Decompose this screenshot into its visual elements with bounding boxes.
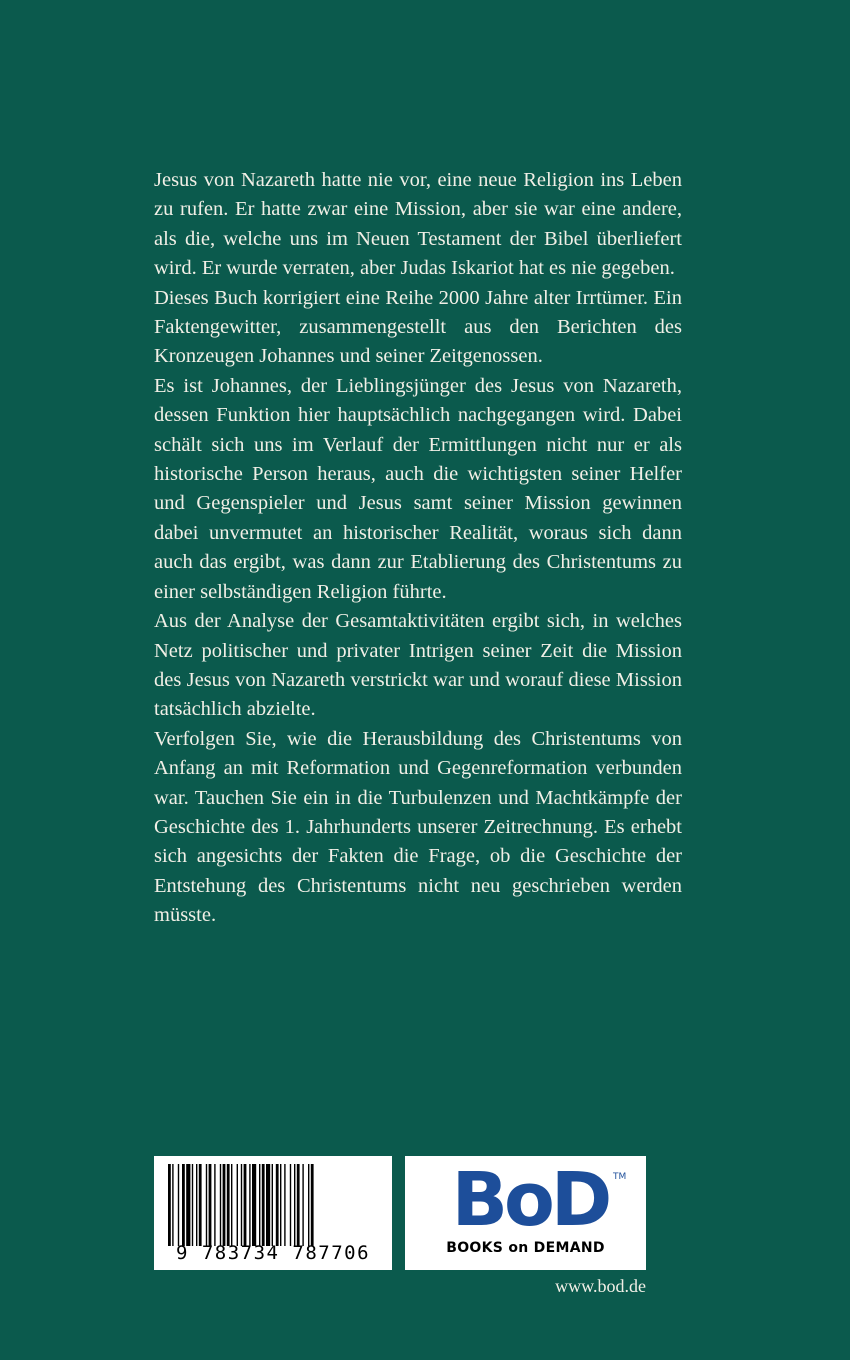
publisher-url: www.bod.de [555, 1276, 646, 1296]
barcode-bar [196, 1164, 197, 1246]
barcode-bar [262, 1164, 265, 1246]
blurb-paragraph: Es ist Johannes, der Lieblingsjünger des Jesus von Nazareth, dessen Funktion hier hauptsächlich nachgegangen wird. Dabei schält sich uns im Verlauf der Ermittlungen nicht nur er als historische Person heraus, auch die wichtigsten seiner Helfer und Gegenspieler und Jesus samt seiner Mission gewinnen dabei unvermutet an historischer Realität, woraus sich dann auch das ergibt, was dann zur Etablierung des Christentums zu einer selbständigen Religion führte. [154, 374, 682, 603]
blurb-paragraph: Verfolgen Sie, wie die Herausbildung des Christentums von Anfang an mit Reformation und Gegenreformation verbunden war. Tauchen Sie ein in die Turbulenzen und Machtkämpfe der Geschichte des 1. Jahrhunderts unserer Zeitrechnung. Es erhebt sich angesichts der Fakten die Frage, ob die Geschichte der Entstehung des Christentums nicht neu geschrieben werden müsste. [154, 727, 682, 927]
trademark-mark: TM [613, 1172, 627, 1182]
barcode-bar [186, 1164, 190, 1246]
blurb-text [154, 166, 682, 931]
isbn-digits: 9 783734 787706 [175, 1242, 371, 1264]
barcode-bar [223, 1164, 226, 1246]
publisher-tagline: BOOKS on DEMAND [446, 1240, 605, 1256]
barcode-bar [294, 1164, 295, 1246]
barcode-bar [227, 1164, 230, 1246]
barcode-bar [276, 1164, 279, 1246]
barcode-bar [231, 1164, 232, 1246]
barcode-bar [168, 1164, 171, 1246]
barcode-bar [244, 1164, 247, 1246]
barcode-bar [214, 1164, 215, 1246]
blurb-paragraph: Jesus von Nazareth hatte nie vor, eine neue Religion ins Leben zu rufen. Er hatte zwar eine Mission, aber sie war eine andere, als die, welche uns im Neuen Testament der Bibel überliefert wird. Er wurde verraten, aber Judas Iskariot hat es nie gegeben. [154, 169, 682, 280]
barcode-bar [172, 1164, 173, 1246]
barcode-bar [241, 1164, 242, 1246]
barcode-bar [272, 1164, 273, 1246]
publisher-logo [405, 1156, 646, 1270]
barcode-bar [311, 1164, 314, 1246]
barcode-bar [297, 1164, 300, 1246]
barcode-bar [178, 1164, 179, 1246]
bod-logo-text: BoD [451, 1157, 609, 1243]
barcode-bar [199, 1164, 202, 1246]
barcode-bar [302, 1164, 303, 1246]
barcode-bar [280, 1164, 281, 1246]
barcode-bar [209, 1164, 212, 1246]
barcode-bar [249, 1164, 250, 1246]
barcode-bar [308, 1164, 309, 1246]
barcode-bar [192, 1164, 193, 1246]
barcode-bar [237, 1164, 238, 1246]
blurb-paragraph: Dieses Buch korrigiert eine Reihe 2000 Jahre alter Irrtümer. Ein Faktengewitter, zusammengestellt aus den Berichten des Kronzeugen Johannes und seiner Zeitgenossen. [154, 286, 682, 368]
barcode-bar [252, 1164, 256, 1246]
barcode-bar [290, 1164, 291, 1246]
barcode-bar [266, 1164, 270, 1246]
barcode-bar [182, 1164, 185, 1246]
barcode-bar [220, 1164, 221, 1246]
barcode [154, 1156, 392, 1270]
barcode-bars [168, 1164, 378, 1246]
barcode-bar [259, 1164, 260, 1246]
barcode-bar [284, 1164, 285, 1246]
blurb-paragraph: Aus der Analyse der Gesamtaktivitäten ergibt sich, in welches Netz politischer und privater Intrigen seiner Zeit die Mission des Jesus von Nazareth verstrickt war und worauf diese Mission tatsächlich abzielte. [154, 610, 682, 721]
barcode-bar [206, 1164, 207, 1246]
